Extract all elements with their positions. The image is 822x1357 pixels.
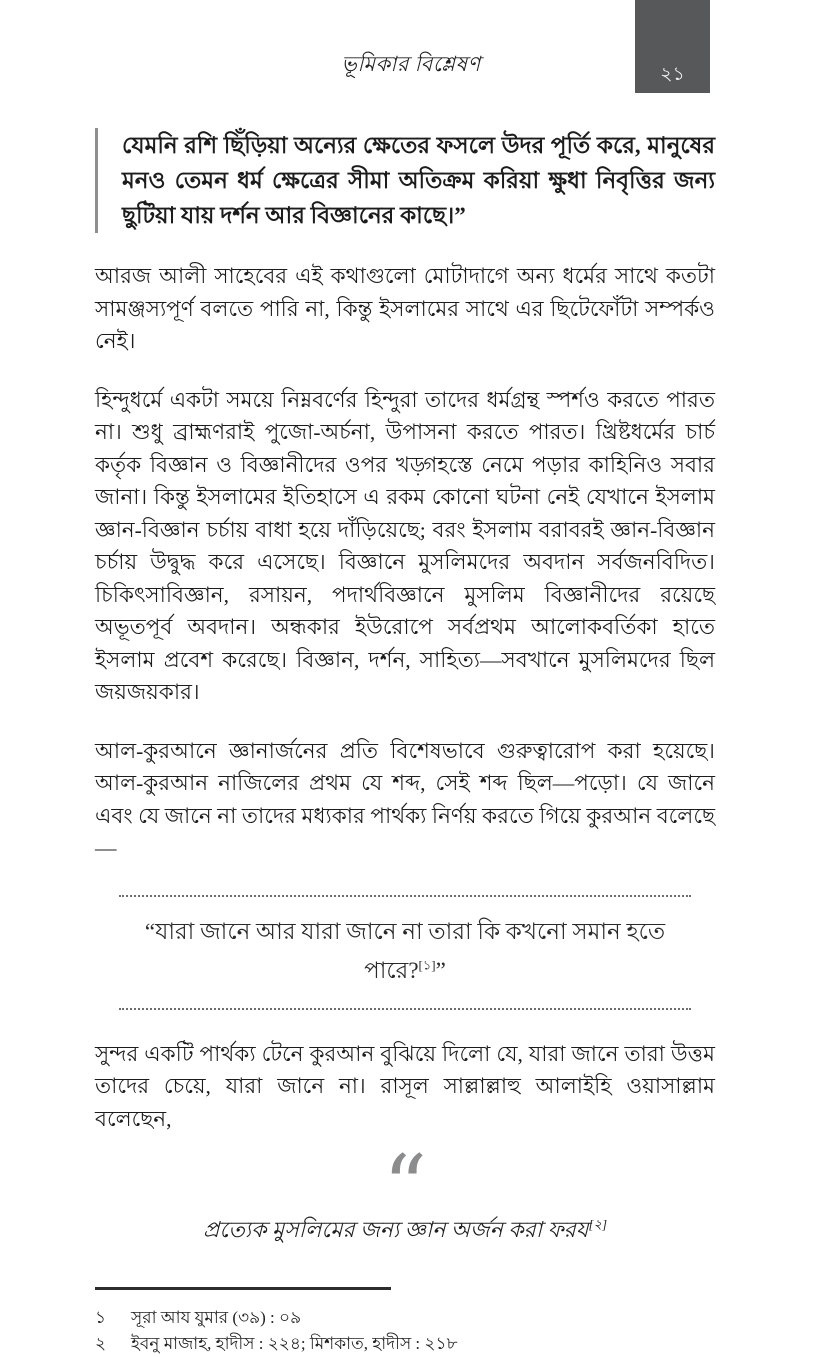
opening-blockquote (95, 128, 715, 233)
paragraph-1: আরজ আলী সাহেবের এই কথাগুলো মোটাদাগে অন্য ধর্মের সাথে কতটা সামঞ্জস্যপূর্ণ বলতে পারি না, কিন্তু ইসলামের সাথে এর ছিটেফোঁটা সম্পর্কও নেই। (95, 264, 715, 353)
footnote-2-gap (113, 1331, 131, 1357)
quran-verse-closing-quote: ” (435, 957, 446, 983)
large-quote-mark-icon: “ (383, 1137, 427, 1237)
footnote-2-number: ২ (95, 1334, 107, 1353)
footnote-ref-1: [১] (418, 956, 436, 972)
page-number: ২১ (660, 64, 685, 85)
paragraph-4: সুন্দর একটি পার্থক্য টেনে কুরআন বুঝিয়ে দিলো যে, যারা জানে তারা উত্তম তাদের চেয়ে, যারা জানে না। রাসূল সাল্লাল্লাহু আলাইহি ওয়াসাল্লাম বলেছেন, (95, 1041, 715, 1131)
quran-verse-text: “যারা জানে আর যারা জানে না তারা কি কখনো সমান হতে পারে? (144, 918, 666, 983)
footnote-1 (95, 1305, 715, 1331)
page-number-box (635, 0, 710, 93)
page-title: ভূমিকার বিশ্লেষণ (341, 52, 481, 76)
footnote-divider (95, 1287, 391, 1290)
footnote-1-number: ১ (95, 1308, 107, 1327)
footnote-2 (95, 1331, 715, 1357)
paragraph-2: হিন্দুধর্মে একটা সময়ে নিম্নবর্ণের হিন্দুরা তাদের ধর্মগ্রন্থ স্পর্শও করতে পারত না। শুধু ব্রাহ্মণরাই পুজো-অর্চনা, উপাসনা করতে পারত। খ্রিষ্টধর্মের চার্চ কর্তৃক বিজ্ঞান ও বিজ্ঞানীদের ওপর খড়্গহস্তে নেমে পড়ার কাহিনিও সবার জানা। কিন্তু ইসলামের ইতিহাসে এ রকম কোনো ঘটনা নেই যেখানে ইসলাম জ্ঞান-বিজ্ঞান চর্চায় বাধা হয়ে দাঁড়িয়েছে; বরং ইসলাম বরাবরই জ্ঞান-বিজ্ঞান চর্চায় উদ্বুদ্ধ করে এসেছে। বিজ্ঞানে মুসলিমদের অবদান সর্বজনবিদিত। চিকিৎসাবিজ্ঞান, রসায়ন, পদার্থবিজ্ঞানে মুসলিম বিজ্ঞানীদের রয়েছে অভূতপূর্ব অবদান। অন্ধকার ইউরোপে সর্বপ্রথম আলোকবর্তিকা হাতে ইসলাম প্রবেশ করেছে। বিজ্ঞান, দর্শন, সাহিত্য—সবখানে মুসলিমদের ছিল জয়জয়কার। (95, 387, 715, 704)
quran-verse-quote (119, 895, 691, 1010)
opening-blockquote-text: যেমনি রশি ছিঁড়িয়া অন্যের ক্ষেতের ফসলে উদর পূর্তি করে, মানুষের মনও তেমন ধর্ম ক্ষেত্রের সীমা অতিক্রম করিয়া ক্ষুধা নিবৃত্তির জন্য ছুটিয়া যায় দর্শন আর বিজ্ঞানের কাছে।” (122, 133, 715, 228)
page-content (95, 128, 715, 1357)
footnotes-section (95, 1287, 715, 1357)
hadith-quote-text: প্রত্যেক মুসলিমের জন্য জ্ঞান অর্জন করা ফরয (202, 1217, 589, 1242)
footnote-2-text: ইবনু মাজাহ, হাদীস : ২২৪; মিশকাত, হাদীস : ২১৮ (131, 1334, 458, 1353)
paragraph-3: আল-কুরআনে জ্ঞানার্জনের প্রতি বিশেষভাবে গুরুত্বারোপ করা হয়েছে। আল-কুরআন নাজিলের প্রথম যে শব্দ, সেই শব্দ ছিল—পড়ো। যে জানে এবং যে জানে না তাদের মধ্যকার পার্থক্য নির্ণয় করতে গিয়ে কুরআন বলেছে— (95, 738, 715, 860)
footnote-ref-2: [২] (588, 1216, 608, 1232)
footnote-1-text: সূরা আয যুমার (৩৯) : ০৯ (131, 1308, 302, 1327)
footnote-1-gap (113, 1305, 131, 1331)
hadith-quote (95, 1215, 715, 1245)
